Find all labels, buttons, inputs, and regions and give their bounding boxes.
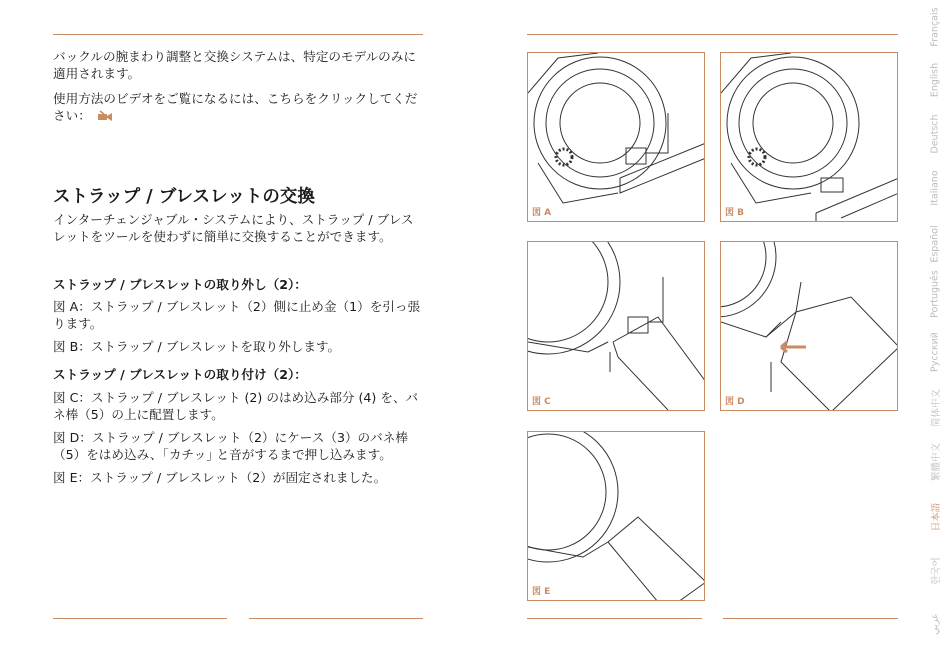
removal-heading: ストラップ / ブレスレットの取り外し（2）： [53, 277, 307, 292]
bottom-rule-4 [723, 618, 898, 619]
figure-b [720, 52, 898, 222]
section-title: ストラップ / ブレスレットの交換 [53, 187, 315, 207]
removal-step-b: 図 B：ストラップ / ブレスレットを取り外します。 [53, 339, 341, 354]
figure-e [527, 431, 705, 601]
top-rule-right [527, 34, 898, 35]
install-step-c: 図 C：ストラップ / ブレスレット (2) のはめ込み部分 (4) を、バネ棒（5）の上に配置します。 [53, 390, 419, 422]
removal-step-a: 図 A：ストラップ / ブレスレット（2）側に止め金（1）を引っ張ります。 [53, 299, 421, 331]
section-intro: インターチェンジャブル・システムにより、ストラップ / ブレスレットをツールを使わずに簡単に交換することができます。 [53, 212, 414, 244]
figure-c [527, 241, 705, 411]
figure-b-label: 図 B [725, 208, 744, 218]
intro-paragraph-1: バックルの腕まわり調整と交換システムは、特定のモデルのみに適用されます。 [53, 49, 416, 81]
figure-c-label: 図 C [532, 397, 551, 407]
figure-d-label: 図 D [725, 397, 745, 407]
camera-icon[interactable] [97, 109, 113, 126]
figure-e-label: 図 E [532, 587, 551, 597]
install-heading: ストラップ / ブレスレットの取り付け（2）： [53, 367, 307, 382]
figure-a [527, 52, 705, 222]
install-step-d: 図 D：ストラップ / ブレスレット（2）にケース（3）のバネ棒（5）をはめ込み、｢カチッ｣ と音がするまで押し込みます。 [53, 430, 408, 462]
bottom-rule-1 [53, 618, 227, 619]
figure-a-label: 図 A [532, 208, 552, 218]
intro-paragraph-2 [53, 90, 425, 126]
video-instruction-text: 使用方法のビデオをご覧になるには、こちらをクリックしてください： [53, 91, 418, 123]
figure-d [720, 241, 898, 411]
install-step-e: 図 E：ストラップ / ブレスレット（2）が固定されました。 [53, 470, 387, 485]
bottom-rule-2 [249, 618, 423, 619]
top-rule-left [53, 34, 423, 35]
bottom-rule-3 [527, 618, 702, 619]
